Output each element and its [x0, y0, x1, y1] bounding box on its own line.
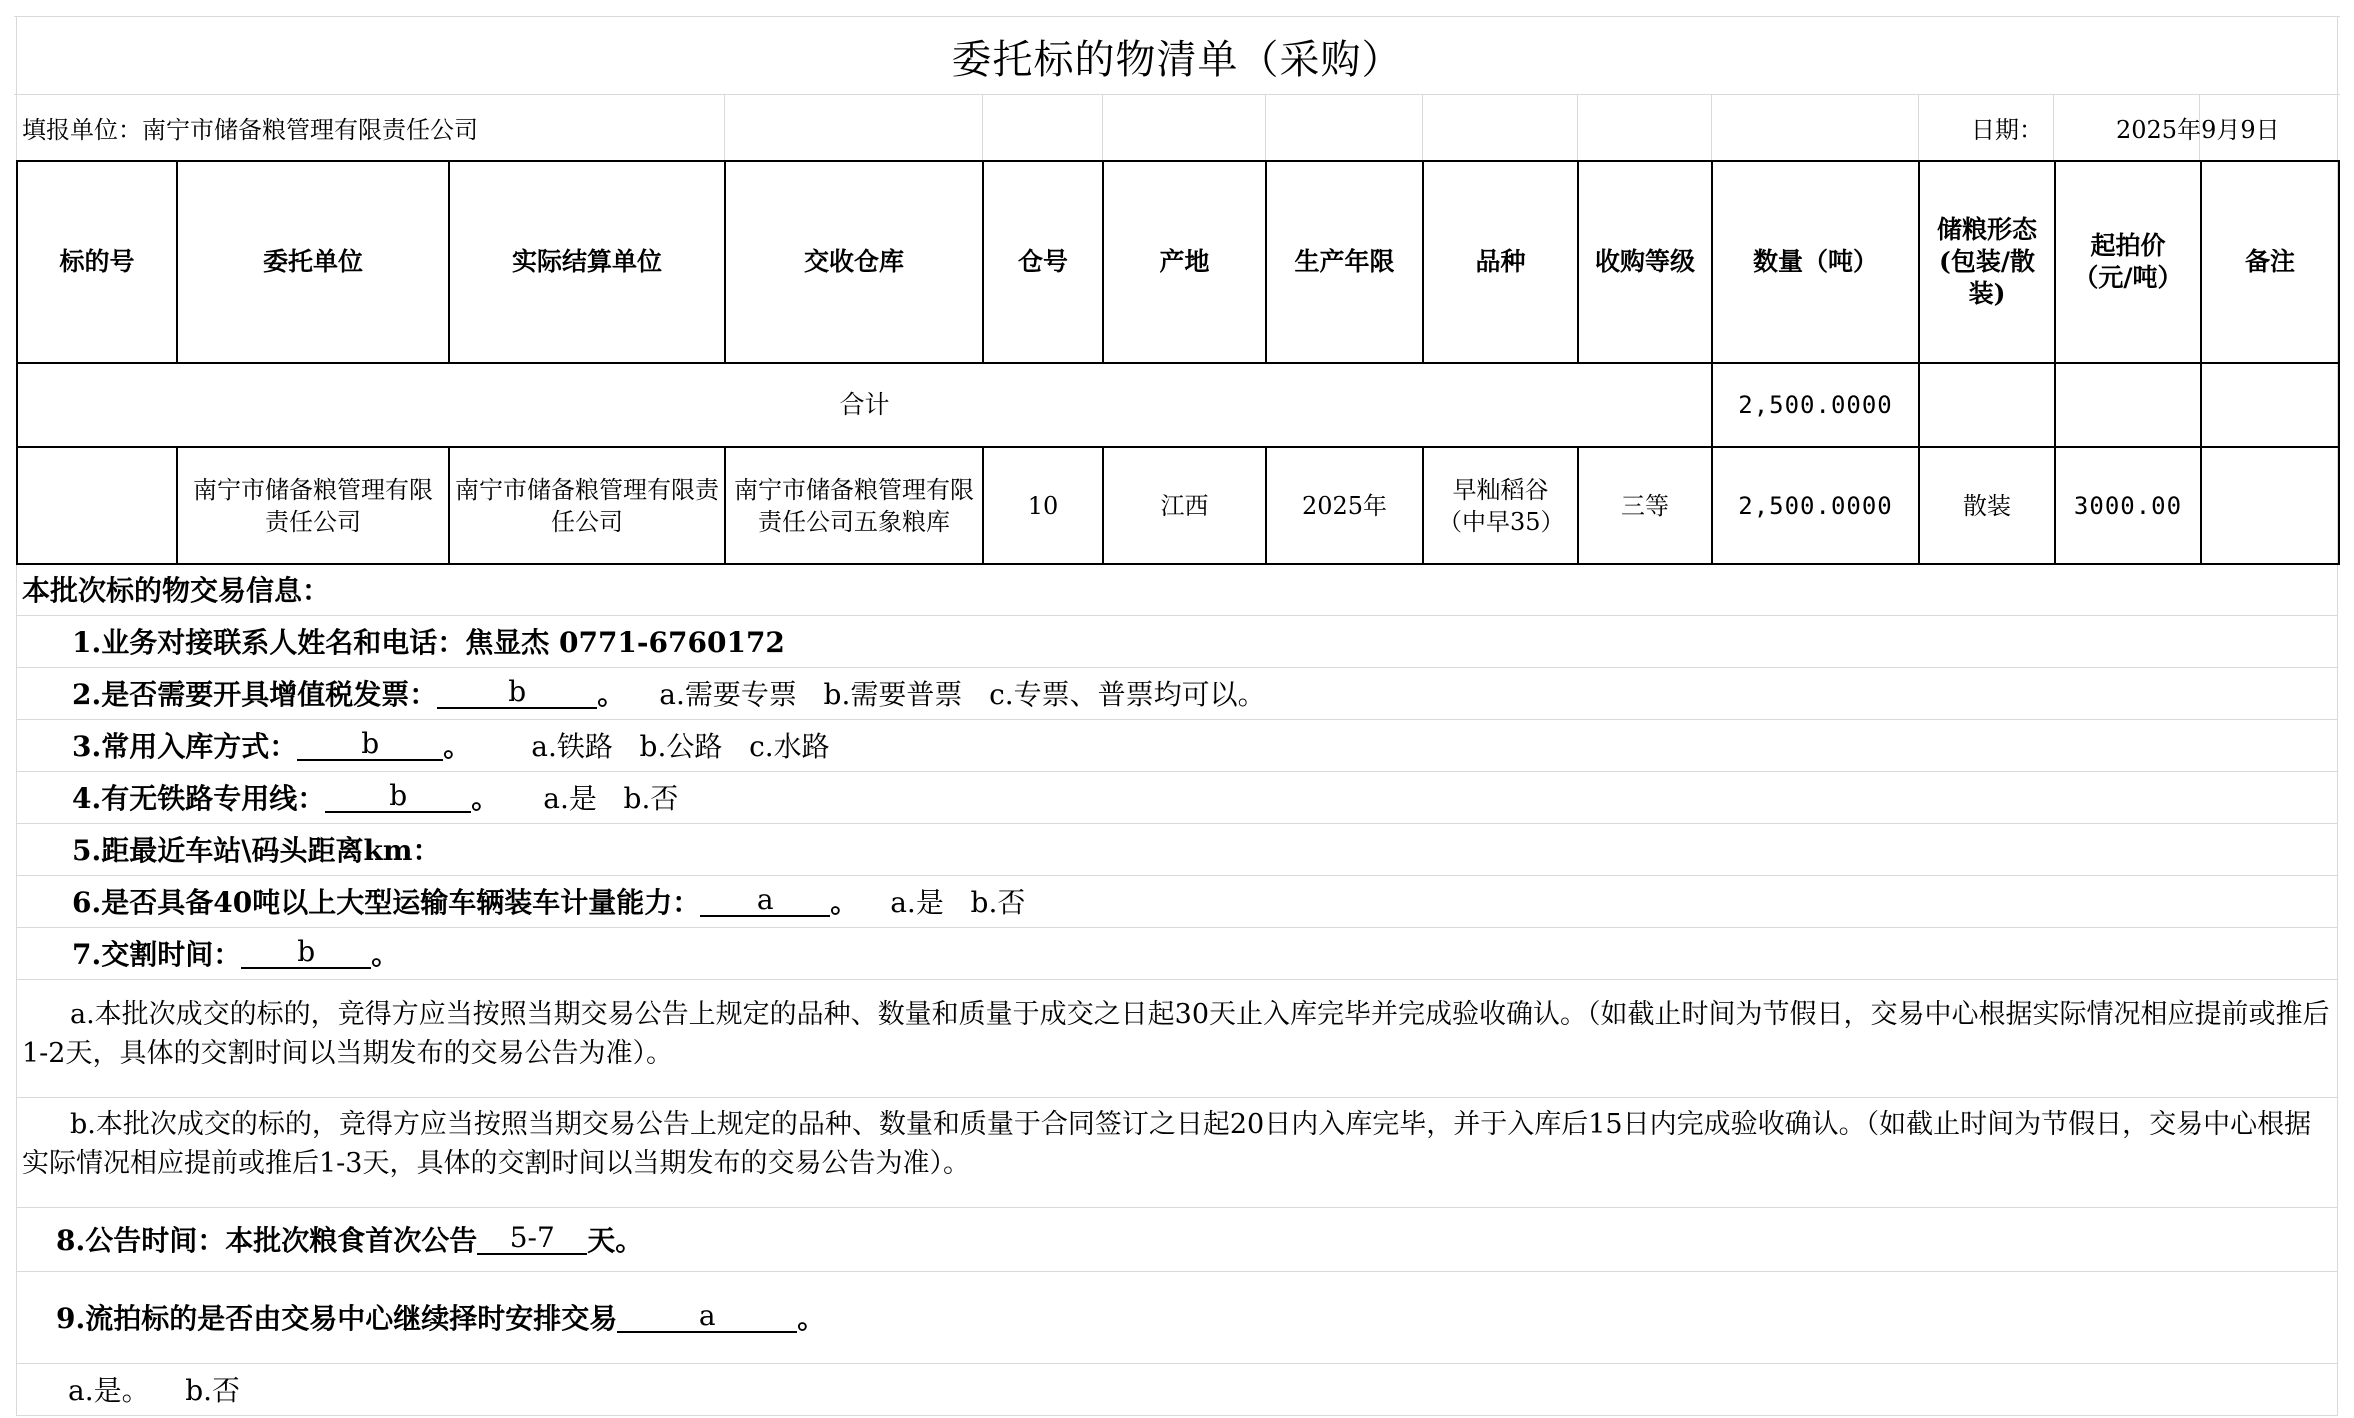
cell-start-price: 3000.00 — [2055, 447, 2201, 564]
page-title: 委托标的物清单（采购） — [951, 36, 1403, 83]
cell-grade: 三等 — [1578, 447, 1712, 564]
cell-settlement-unit: 南宁市储备粮管理有限责任公司 — [449, 447, 725, 564]
question-text: 6.是否具备40吨以上大型运输车辆装车计量能力： — [72, 886, 701, 919]
delivery-option-a — [16, 987, 2338, 1098]
cell-quantity: 2,500.0000 — [1712, 447, 1919, 564]
section-heading: 本批次标的物交易信息： — [16, 563, 2338, 616]
question-text: 2.是否需要开具增值税发票： — [72, 678, 438, 711]
header-remark: 备注 — [2201, 161, 2339, 363]
question-9-options: a.是。 b.否 — [16, 1363, 2338, 1416]
question-7 — [16, 927, 2338, 980]
question-end: 。 — [597, 678, 626, 711]
question-text: 8.公告时间：本批次粮食首次公告 — [56, 1224, 478, 1257]
question-end: 。 — [371, 938, 400, 971]
header-storage-form: 储粮形态(包装/散装) — [1919, 161, 2055, 363]
header-grade: 收购等级 — [1578, 161, 1712, 363]
date-label: 日期： — [1971, 115, 2043, 144]
question-2 — [16, 667, 2338, 720]
header-year: 生产年限 — [1266, 161, 1423, 363]
question-text: 9.流拍标的是否由交易中心继续择时安排交易 — [56, 1302, 618, 1335]
answer-blank: 5-7 — [477, 1223, 587, 1255]
question-1: 1.业务对接联系人姓名和电话：焦显杰 0771-6760172 — [16, 615, 2338, 668]
question-end: 。 — [830, 886, 859, 919]
answer-blank: a — [617, 1301, 797, 1333]
option-list: a.需要专票 b.需要普票 c.专票、普票均可以。 — [659, 678, 1266, 711]
question-3 — [16, 719, 2338, 772]
question-text: 7.交割时间： — [72, 938, 242, 971]
header-quantity: 数量（吨） — [1712, 161, 1919, 363]
cell-consignor: 南宁市储备粮管理有限责任公司 — [177, 447, 449, 564]
question-9 — [16, 1271, 2338, 1364]
cell-remark — [2201, 447, 2339, 564]
paragraph-text: b.本批次成交的标的，竞得方应当按照当期交易公告上规定的品种、数量和质量于合同签订之日起20日内入库完毕，并于入库后15日内完成验收确认。（如截止时间为节假日，交易中心根据实际情况相应提前或推后1-3天，具体的交割时间以当期发布的交易公告为准）。 — [22, 1109, 2312, 1179]
question-8 — [16, 1207, 2338, 1272]
cell-warehouse: 南宁市储备粮管理有限责任公司五象粮库 — [725, 447, 983, 564]
question-5: 5.距最近车站\码头距离km： — [16, 823, 2338, 876]
header-settlement-unit: 实际结算单位 — [449, 161, 725, 363]
lot-table — [16, 160, 2340, 565]
reporting-unit: 填报单位：南宁市储备粮管理有限责任公司 — [22, 115, 478, 144]
cell-year: 2025年 — [1266, 447, 1423, 564]
table-header-row — [17, 161, 2339, 363]
option-list: a.铁路 b.公路 c.水路 — [531, 730, 830, 763]
answer-blank: b — [325, 781, 471, 813]
question-4 — [16, 771, 2338, 824]
report-info-row — [16, 94, 2338, 160]
question-end: 。 — [443, 730, 472, 763]
paragraph-text: a.本批次成交的标的，竞得方应当按照当期交易公告上规定的品种、数量和质量于成交之日起30天止入库完毕并完成验收确认。（如截止时间为节假日，交易中心根据实际情况相应提前或推后1-2天，具体的交割时间以当期发布的交易公告为准）。 — [22, 999, 2330, 1069]
total-row — [17, 363, 2339, 447]
cell-bin-no: 10 — [983, 447, 1103, 564]
question-end: 天。 — [587, 1224, 644, 1257]
cell-variety: 早籼稻谷（中早35） — [1423, 447, 1578, 564]
cell-storage-form: 散装 — [1919, 447, 2055, 564]
header-warehouse: 交收仓库 — [725, 161, 983, 363]
header-lot-no: 标的号 — [17, 161, 177, 363]
table-row — [17, 447, 2339, 564]
question-text: 3.常用入库方式： — [72, 730, 298, 763]
total-empty-cell — [2201, 363, 2339, 447]
option-list: a.是 b.否 — [543, 782, 679, 815]
header-consignor: 委托单位 — [177, 161, 449, 363]
total-label: 合计 — [17, 363, 1712, 447]
answer-blank: b — [297, 729, 443, 761]
option-list: a.是 b.否 — [890, 886, 1026, 919]
header-bin-no: 仓号 — [983, 161, 1103, 363]
header-origin: 产地 — [1103, 161, 1266, 363]
header-start-price: 起拍价（元/吨） — [2055, 161, 2201, 363]
answer-blank: b — [241, 937, 371, 969]
answer-blank: b — [437, 677, 597, 709]
question-end: 。 — [471, 782, 500, 815]
header-variety: 品种 — [1423, 161, 1578, 363]
cell-origin: 江西 — [1103, 447, 1266, 564]
question-end: 。 — [797, 1302, 826, 1335]
total-quantity: 2,500.0000 — [1712, 363, 1919, 447]
total-empty-cell — [1919, 363, 2055, 447]
question-6 — [16, 875, 2338, 928]
cell-lot-no — [17, 447, 177, 564]
question-text: 4.有无铁路专用线： — [72, 782, 326, 815]
total-empty-cell — [2055, 363, 2201, 447]
delivery-option-b — [16, 1097, 2338, 1208]
gridline — [14, 16, 2340, 17]
date-value: 2025年9月9日 — [2116, 115, 2280, 144]
answer-blank: a — [700, 885, 830, 917]
